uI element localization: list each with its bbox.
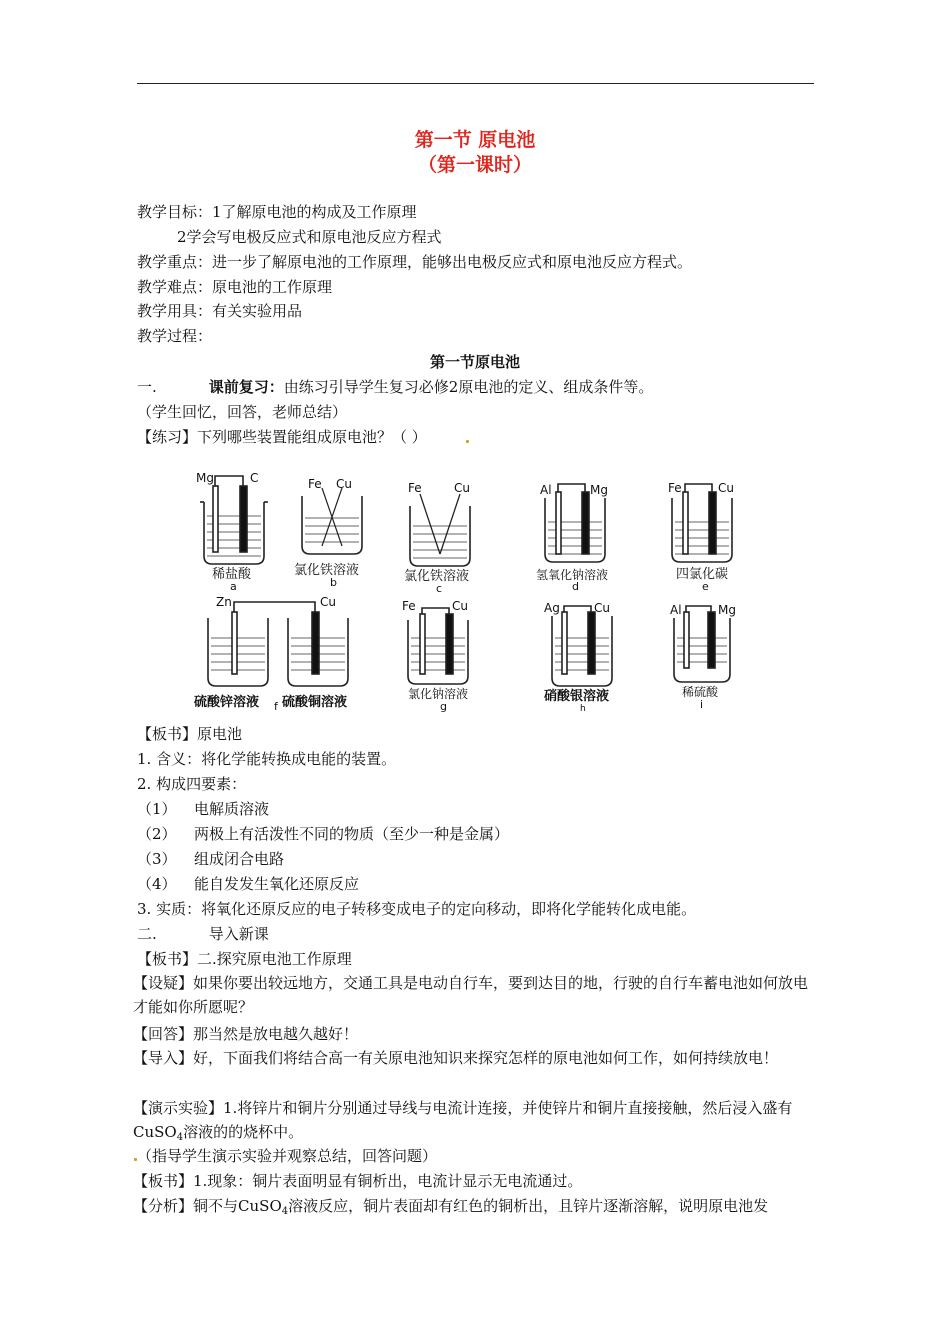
cell-i-electrode-2: Mg	[718, 603, 736, 617]
cell-a-electrode-2: C	[250, 471, 259, 485]
requirement-item: （2） 两极上有活泼性不同的物质（至少一种是金属）	[137, 825, 510, 843]
review-line	[137, 377, 653, 397]
decorative-dot	[466, 440, 469, 443]
cell-g-diagram	[408, 608, 468, 684]
requirement-item: （1） 电解质溶液	[137, 800, 270, 818]
cell-e-diagram	[672, 484, 732, 562]
question-paragraph: 【设疑】如果你要出较远地方，交通工具是电动自行车，要到达目的地，行驶的自行车蓄电池如何放电才能如你所愿呢？	[133, 974, 809, 1016]
cell-b-diagram	[302, 488, 362, 554]
board-requirements: 2. 构成四要素：	[137, 775, 247, 793]
cell-f-solution-2: 硫酸铜溶液	[282, 695, 348, 710]
cell-b-electrode-2: Cu	[336, 477, 352, 491]
cell-d-solution: 氢氧化钠溶液	[536, 568, 609, 582]
review-note: （学生回忆，回答，老师总结）	[137, 403, 348, 421]
answer-line: 【回答】那当然是放电越久越好！	[133, 1025, 359, 1043]
review-number: 一.	[137, 378, 157, 396]
board-phenomenon: 【板书】1.现象：铜片表面明显有铜析出，电流计显示无电流通过。	[133, 1172, 583, 1190]
analysis-line: 【分析】铜不与CuSO$_4$溶液反应，铜片表面却有红色的铜析出，且锌片逐渐溶解，说明原电池发	[133, 1197, 769, 1217]
cell-b-electrode-1: Fe	[308, 477, 322, 491]
cell-f-electrode-2: Cu	[320, 595, 336, 609]
cell-b-solution: 氯化铁溶液	[294, 563, 360, 578]
cell-h-electrode-2: Cu	[594, 601, 610, 615]
cell-i-diagram	[674, 606, 730, 682]
cell-g-solution: 氯化钠溶液	[408, 687, 469, 701]
galvanic-cells-figure	[190, 466, 750, 718]
cell-a-letter: a	[230, 580, 237, 593]
teaching-process: 教学过程：	[137, 327, 213, 345]
cell-i-electrode-1: Al	[670, 603, 682, 617]
cell-g-letter: g	[440, 700, 447, 713]
teaching-goal-1: 教学目标：1了解原电池的构成及工作原理	[137, 203, 417, 221]
cell-f-electrode-1: Zn	[216, 595, 232, 609]
board-definition: 1. 含义：将化学能转换成电能的装置。	[137, 750, 397, 768]
cell-g-electrode-2: Cu	[452, 599, 468, 613]
cell-d-electrode-2: Mg	[590, 483, 608, 497]
teaching-goal-2: 2学会写电极反应式和原电池反应方程式	[177, 228, 442, 246]
cell-e-solution: 四氯化碳	[676, 567, 729, 582]
cell-h-diagram	[552, 606, 612, 686]
teaching-tools: 教学用具：有关实验用品	[137, 302, 303, 320]
cell-h-solution: 硝酸银溶液	[544, 689, 610, 704]
teaching-key-point: 教学重点：进一步了解原电池的工作原理，能够出电极反应式和原电池反应方程式。	[137, 253, 693, 271]
cell-c-letter: c	[436, 582, 443, 595]
cell-h-electrode-1: Ag	[544, 601, 560, 615]
requirement-item: （3） 组成闭合电路	[137, 850, 285, 868]
cell-f-letter: f	[274, 700, 278, 713]
cell-i-solution: 稀硫酸	[682, 685, 719, 699]
cell-a-diagram	[200, 476, 268, 564]
board-title: 【板书】原电池	[137, 725, 243, 743]
cell-e-letter: e	[702, 580, 709, 593]
cell-c-electrode-1: Fe	[408, 481, 422, 495]
cell-c-solution: 氯化铁溶液	[404, 569, 470, 584]
cell-f-solution-1: 硫酸锌溶液	[194, 695, 260, 710]
requirement-item: （4） 能自发发生氧化还原反应	[137, 875, 360, 893]
guide-note: （指导学生演示实验并观察总结，回答问题）	[137, 1147, 438, 1165]
cell-g-electrode-1: Fe	[402, 599, 416, 613]
page-subtitle: （第一课时）	[417, 154, 532, 176]
cell-e-electrode-1: Fe	[668, 481, 682, 495]
cell-b-letter: b	[330, 576, 337, 589]
cell-c-diagram	[410, 494, 470, 566]
cell-a-solution: 稀盐酸	[212, 567, 252, 582]
review-label: 课前复习：	[208, 378, 284, 396]
exercise-question: 【练习】下列哪些装置能组成原电池？（ ）	[137, 428, 427, 446]
decorative-dot	[134, 1158, 137, 1161]
review-text: 由练习引导学生复习必修2原电池的定义、组成条件等。	[283, 378, 654, 396]
cell-i-letter: i	[700, 698, 704, 711]
cell-e-electrode-2: Cu	[718, 481, 734, 495]
cell-d-letter: d	[572, 580, 579, 593]
cell-h-letter: h	[580, 704, 586, 714]
page-title: 第一节 原电池	[414, 129, 536, 151]
section-title: 第一节原电池	[429, 353, 520, 371]
intro-paragraph: 【导入】好，下面我们将结合高一有关原电池知识来探究怎样的原电池如何工作，如何持续放电！	[133, 1049, 779, 1067]
demo-paragraph: 【演示实验】1.将锌片和铜片分别通过导线与电流计连接，并使锌片和铜片直接接触，然后浸入盛有CuSO$_4$溶液的的烧杯中。	[133, 1099, 793, 1143]
teaching-difficulty: 教学难点：原电池的工作原理	[137, 278, 333, 296]
board-essence: 3. 实质：将氧化还原反应的电子转移变成电子的定向移动，即将化学能转化成电能。	[137, 900, 697, 918]
cell-a-electrode-1: Mg	[196, 471, 214, 485]
cell-f-diagram	[208, 602, 348, 686]
header-rule	[137, 83, 814, 84]
new-lesson-heading: 二. 导入新课	[137, 925, 269, 943]
cell-c-electrode-2: Cu	[454, 481, 470, 495]
board-explore: 【板书】二.探究原电池工作原理	[137, 950, 352, 968]
cell-d-electrode-1: Al	[540, 483, 552, 497]
